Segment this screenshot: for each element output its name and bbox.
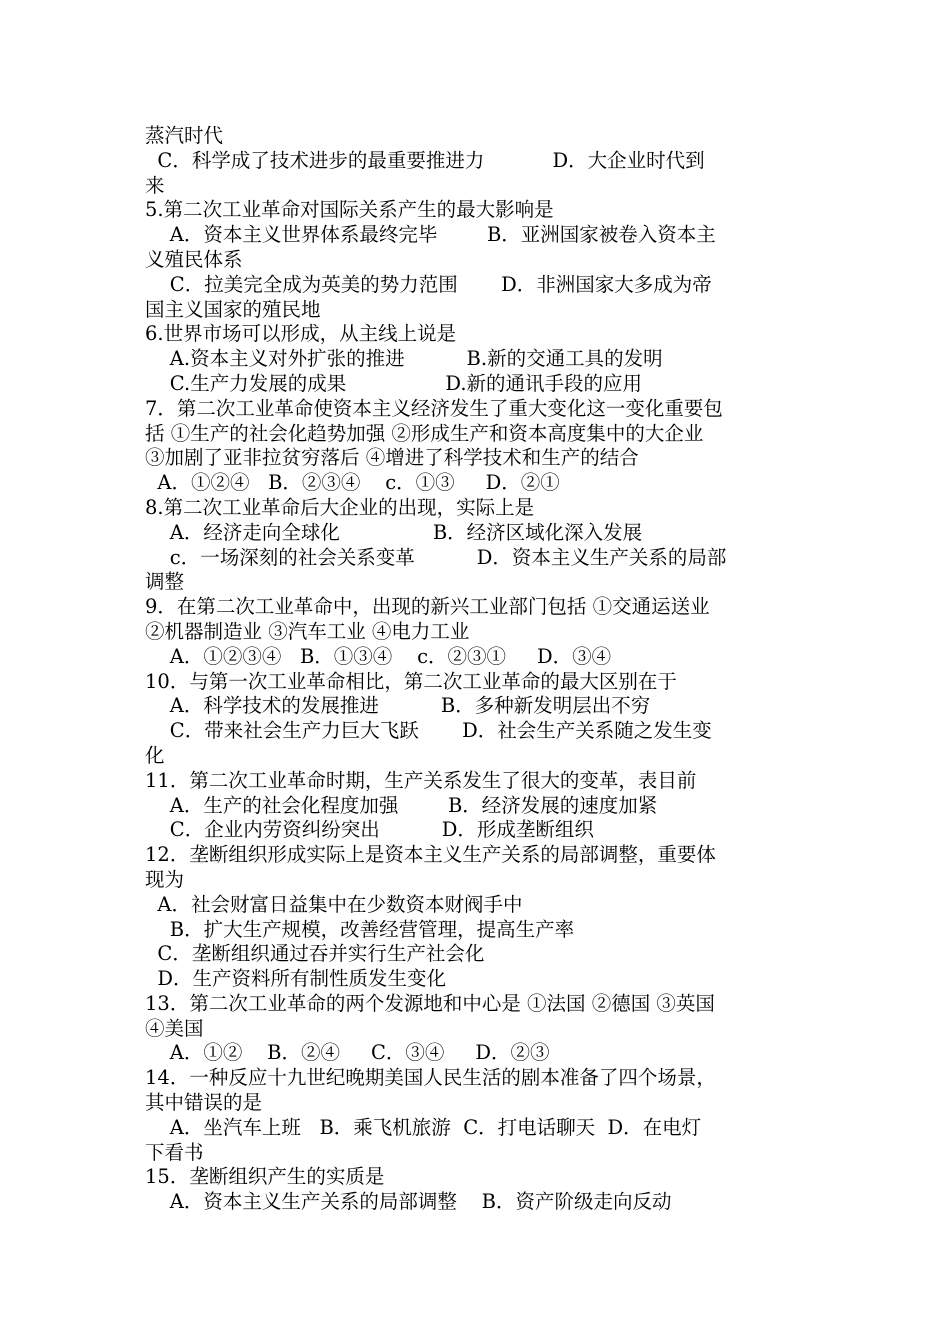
text-line: B．扩大生产规模，改善经营管理，提高生产率 [145, 917, 575, 941]
text-line: 9．在第二次工业革命中，出现的新兴工业部门包括 ①交通运送业 [145, 595, 710, 619]
text-line: A．坐汽车上班 B．乘飞机旅游 C．打电话聊天 D．在电灯 [145, 1115, 702, 1139]
text-line: 13．第二次工业革命的两个发源地和中心是 ①法国 ②德国 ③英国 [145, 991, 715, 1015]
text-line: 现为 [145, 867, 185, 891]
text-line: 来 [145, 173, 165, 197]
text-line: 14．一种反应十九世纪晚期美国人民生活的剧本准备了四个场景， [145, 1066, 716, 1090]
text-line: C．企业内劳资纠纷突出 D．形成垄断组织 [145, 818, 594, 842]
text-line: C．带来社会生产力巨大飞跃 D．社会生产关系随之发生变 [145, 719, 712, 743]
text-line: A．经济走向全球化 B．经济区域化深入发展 [145, 520, 643, 544]
text-line: D．生产资料所有制性质发生变化 [145, 967, 447, 991]
text-line: ②机器制造业 ③汽车工业 ④电力工业 [145, 619, 470, 643]
text-line: 调整 [145, 570, 185, 594]
text-line: 15．垄断组织产生的实质是 [145, 1165, 385, 1189]
text-line: A．社会财富日益集中在少数资本财阀手中 [145, 892, 523, 916]
text-line: 其中错误的是 [145, 1091, 263, 1115]
text-line: 12．垄断组织形成实际上是资本主义生产关系的局部调整，重要体 [145, 843, 716, 867]
text-line: ④美国 [145, 1016, 204, 1040]
text-line: A．①② B．②④ C．③④ D．②③ [145, 1041, 550, 1065]
text-line: C．拉美完全成为英美的势力范围 D．非洲国家大多成为帝 [145, 272, 712, 296]
text-line: 下看书 [145, 1140, 204, 1164]
text-line: A．资本主义生产关系的局部调整 B．资产阶级走向反动 [145, 1190, 672, 1214]
text-line: 义殖民体系 [145, 247, 243, 271]
text-line: 6.世界市场可以形成，从主线上说是 [145, 322, 457, 346]
text-line: A．生产的社会化程度加强 B．经济发展的速度加紧 [145, 793, 658, 817]
text-line: C．科学成了技术进步的最重要推进力 D．大企业时代到 [145, 148, 705, 172]
text-line: 蒸汽时代 [145, 124, 224, 147]
text-line: A．科学技术的发展推进 B．多种新发明层出不穷 [145, 694, 651, 718]
text-line: 8.第二次工业革命后大企业的出现，实际上是 [145, 495, 535, 519]
text-line: 11．第二次工业革命时期，生产关系发生了很大的变革，表目前 [145, 768, 697, 792]
text-line: c．一场深刻的社会关系变革 D．资本主义生产关系的局部 [145, 545, 727, 569]
text-line: 10．与第一次工业革命相比，第二次工业革命的最大区别在于 [145, 669, 677, 693]
text-line: 化 [145, 743, 165, 767]
text-line: A．①②③④ B．①③④ c．②③① D．③④ [145, 644, 612, 668]
document-page [145, 124, 810, 1215]
text-line: 5.第二次工业革命对国际关系产生的最大影响是 [145, 198, 554, 222]
text-line: 括 ①生产的社会化趋势加强 ②形成生产和资本高度集中的大企业 [145, 421, 704, 445]
text-line: ③加剧了亚非拉贫穷落后 ④增进了科学技术和生产的结合 [145, 446, 639, 470]
text-line: 国主义国家的殖民地 [145, 297, 321, 321]
text-line: A．资本主义世界体系最终完毕 B．亚洲国家被卷入资本主 [145, 223, 716, 247]
text-line: A．①②④ B．②③④ c．①③ D．②① [145, 471, 560, 495]
text-line: A.资本主义对外扩张的推进 B.新的交通工具的发明 [145, 347, 663, 371]
text-line: 7．第二次工业革命使资本主义经济发生了重大变化这一变化重要包 [145, 396, 723, 420]
text-line: C.生产力发展的成果 D.新的通讯手段的应用 [145, 371, 643, 395]
text-line: C．垄断组织通过吞并实行生产社会化 [145, 942, 485, 966]
